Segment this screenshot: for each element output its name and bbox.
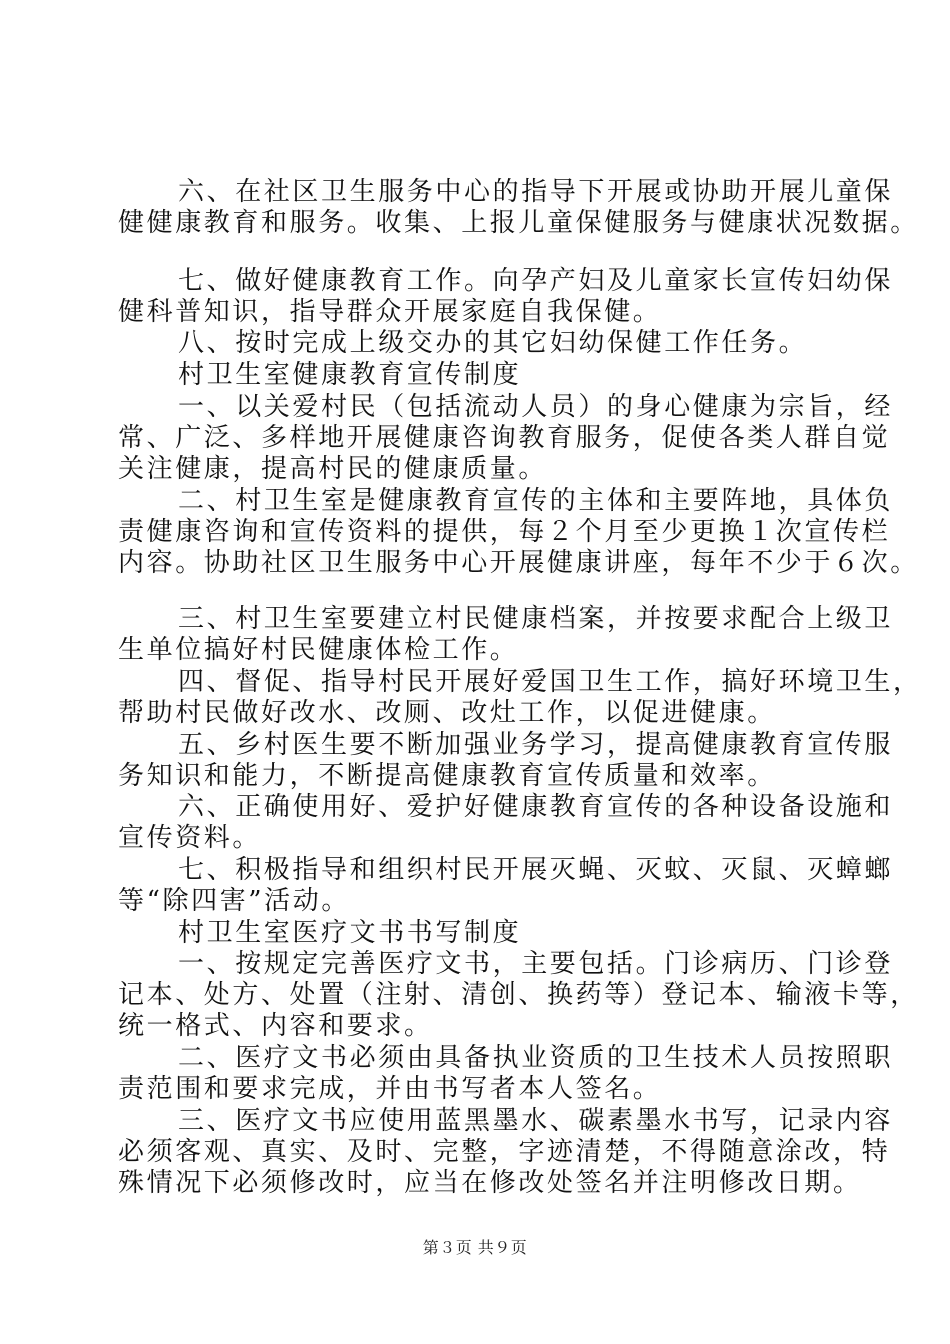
paragraph-line: 常、广泛、多样地开展健康咨询教育服务，促使各类人群自觉 [118,423,891,453]
paragraph-line: 一、以关爱村民（包括流动人员）的身心健康为宗旨，经 [178,392,894,422]
paragraph-line: 健健康教育和服务。收集、上报儿童保健服务与健康状况数据。 [118,208,919,238]
paragraph-line: 统一格式、内容和要求。 [118,1011,433,1041]
paragraph-line: 责健康咨询和宣传资料的提供，每２个月至少更换１次宣传栏 [118,517,891,547]
page-footer: 第３页 共９页 [422,1238,528,1257]
paragraph-line: 帮助村民做好改水、改厕、改灶工作，以促进健康。 [118,698,776,728]
paragraph-line: 八、按时完成上级交办的其它妇幼保健工作任务。 [178,328,808,358]
paragraph-line: 殊情况下必须修改时，应当在修改处签名并注明修改日期。 [118,1168,862,1198]
paragraph-line: 二、村卫生室是健康教育宣传的主体和主要阵地，具体负 [178,486,894,516]
paragraph-line: 必须客观、真实、及时、完整，字迹清楚，不得随意涂改，特 [118,1137,891,1167]
paragraph-line: 务知识和能力，不断提高健康教育宣传质量和效率。 [118,761,776,791]
paragraph-line: 村卫生室健康教育宣传制度 [178,360,522,390]
paragraph-line: 内容。协助社区卫生服务中心开展健康讲座，每年不少于６次。 [118,548,919,578]
paragraph-line: 村卫生室医疗文书书写制度 [178,918,522,948]
paragraph-line: 记本、处方、处置（注射、清创、换药等）登记本、输液卡等， [118,980,919,1010]
paragraph-line: 责范围和要求完成，并由书写者本人签名。 [118,1074,662,1104]
paragraph-line: 六、正确使用好、爱护好健康教育宣传的各种设备设施和 [178,792,894,822]
paragraph-line: 关注健康，提高村民的健康质量。 [118,454,548,484]
paragraph-line: 一、按规定完善医疗文书，主要包括。门诊病历、门诊登 [178,949,894,979]
paragraph-line: 三、村卫生室要建立村民健康档案，并按要求配合上级卫 [178,604,894,634]
paragraph-line: 二、医疗文书必须由具备执业资质的卫生技术人员按照职 [178,1043,894,1073]
paragraph-line: 七、做好健康教育工作。向孕产妇及儿童家长宣传妇幼保 [178,266,894,296]
paragraph-line: 七、积极指导和组织村民开展灭蝇、灭蚊、灭鼠、灭蟑螂 [178,855,894,885]
paragraph-line: 三、医疗文书应使用蓝黑墨水、碳素墨水书写，记录内容 [178,1106,894,1136]
paragraph-line: 六、在社区卫生服务中心的指导下开展或协助开展儿童保 [178,177,894,207]
paragraph-line: 四、督促、指导村民开展好爱国卫生工作，搞好环境卫生， [178,667,922,697]
paragraph-line: 等“除四害”活动。 [118,886,350,916]
paragraph-line: 五、乡村医生要不断加强业务学习，提高健康教育宣传服 [178,730,894,760]
paragraph-line: 健科普知识，指导群众开展家庭自我保健。 [118,297,662,327]
paragraph-line: 生单位搞好村民健康体检工作。 [118,635,519,665]
paragraph-line: 宣传资料。 [118,823,262,853]
